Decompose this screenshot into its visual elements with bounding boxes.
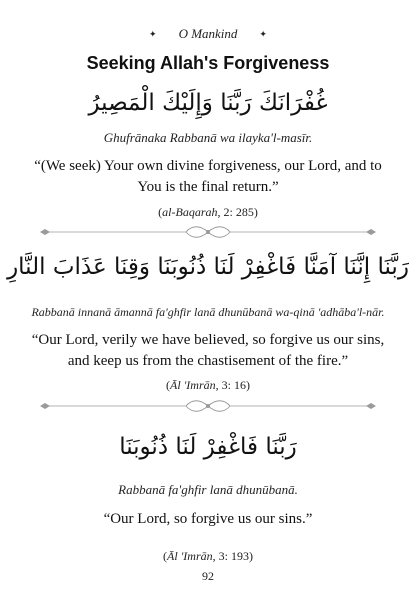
- reference-2: (Āl 'Imrān, 3: 16): [166, 378, 250, 392]
- reference-1: (al-Baqarah, 2: 285): [158, 205, 258, 219]
- running-header: [0, 24, 416, 44]
- running-header-title: O Mankind: [178, 26, 238, 41]
- section-title: Seeking Allah's Forgiveness: [86, 53, 330, 73]
- arabic-verse-1: غُفْرَانَكَ رَبَّنَا وَإِلَيْكَ الْمَصِيرُ: [88, 90, 328, 116]
- transliteration-1: Ghufrānaka Rabbanā wa ilayka'l-masīr.: [103, 130, 313, 145]
- transliteration-2: Rabbanā innanā āmannā fa'ghfir lanā dhunūbanā wa-qinā 'adhāba'l-nār.: [31, 305, 385, 319]
- ornamental-divider-icon: [40, 223, 376, 241]
- reference-1-numbers: , 2: 285: [217, 205, 254, 219]
- reference-2-numbers: , 3: 16: [215, 378, 246, 392]
- header-ornament-left-icon: ✦: [149, 28, 157, 39]
- reference-1-source: al-Baqarah: [162, 205, 218, 219]
- page-number: 92: [202, 569, 214, 583]
- reference-3: (Āl 'Imrān, 3: 193): [163, 549, 253, 563]
- translation-1: “(We seek) Your own divine forgiveness, our Lord, and to You is the final return.”: [34, 158, 382, 195]
- reference-2-source: Āl 'Imrān: [170, 378, 216, 392]
- header-ornament-right-icon: ✦: [259, 28, 267, 39]
- reference-3-source: Āl 'Imrān: [167, 549, 213, 563]
- ornamental-divider-icon: [40, 397, 376, 415]
- transliteration-3: Rabbanā fa'ghfir lanā dhunūbanā.: [118, 482, 298, 497]
- reference-3-numbers: , 3: 193: [212, 549, 249, 563]
- arabic-verse-3: رَبَّنَا فَاغْفِرْ لَنَا ذُنُوبَنَا: [119, 434, 297, 460]
- translation-2: “Our Lord, verily we have believed, so forgive us our sins, and keep us from the chastisement of the fire.”: [31, 332, 385, 369]
- arabic-verse-2: رَبَّنَا إِنَّنَا آمَنَّا فَاغْفِرْ لَنَا ذُنُوبَنَا وَقِنَا عَذَابَ النَّارِ: [7, 254, 409, 280]
- translation-3: “Our Lord, so forgive us our sins.”: [103, 511, 313, 527]
